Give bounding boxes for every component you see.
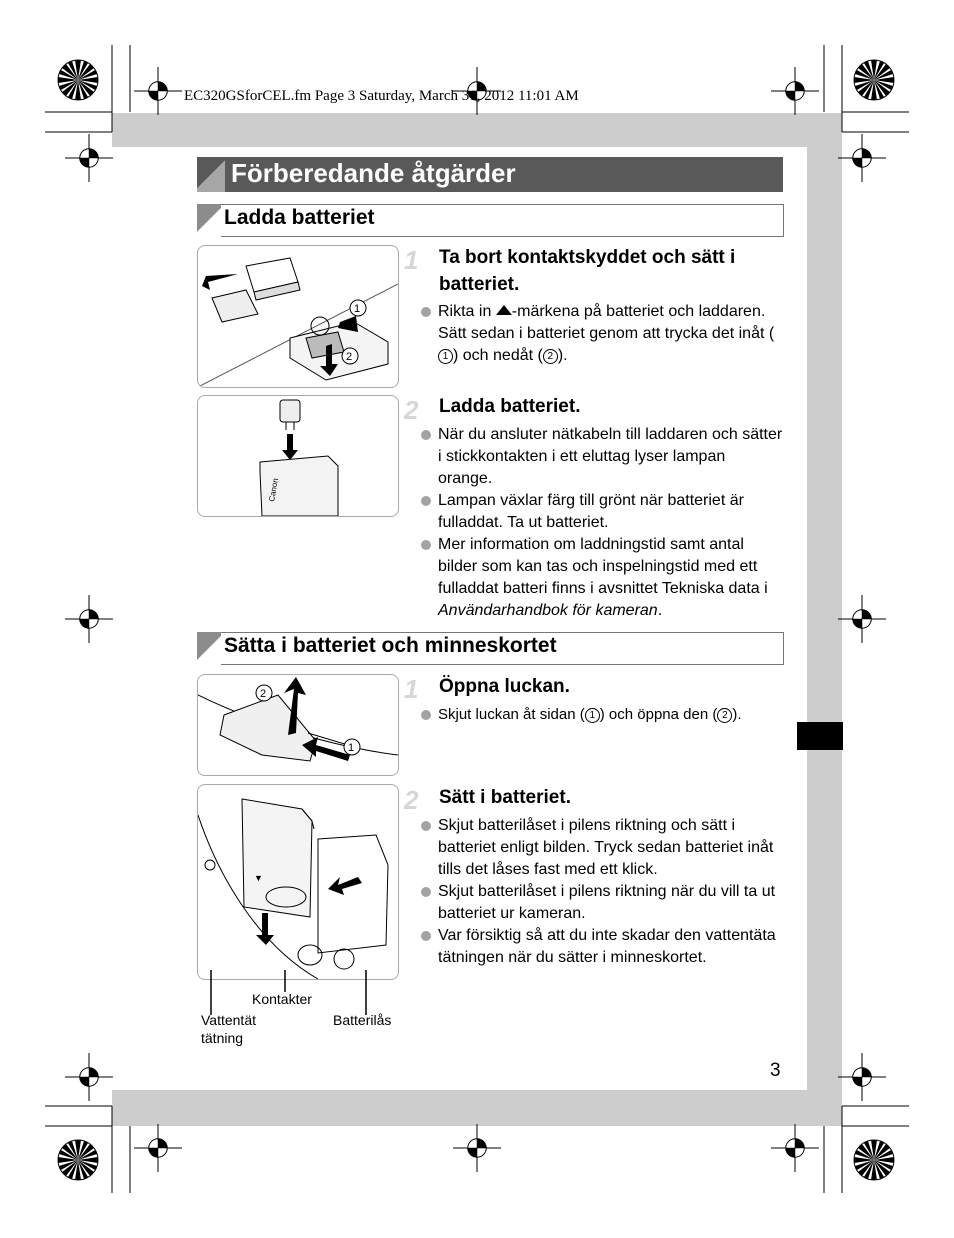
- step-title: Sätt i batteriet.: [439, 787, 571, 808]
- bullet-item: Skjut batterilåset i pilens riktning och sätt i batteriet enligt bilden. Tryck sedan batteriet inåt tills det låses fast med ett klick.: [421, 815, 783, 881]
- bullet-item: Skjut luckan åt sidan ( 1 ) och öppna den ( 2 ).: [421, 704, 791, 726]
- section-heading-satta: [197, 632, 784, 665]
- step-bullets: [421, 815, 783, 969]
- figure-insert-battery: [197, 784, 399, 980]
- bullet-item: Mer information om laddningstid samt antal bilder som kan tas och inspelningstid med ett fulladdat batteri finns i avsnittet Tekniska data i Användarhandbok för kameran.: [421, 534, 783, 622]
- bullet-item: Skjut batterilåset i pilens riktning när du vill ta ut batteriet ur kameran.: [421, 881, 783, 925]
- circled-two: 2: [717, 708, 732, 723]
- step-number: 2: [404, 785, 419, 815]
- chapter-tab: [797, 722, 843, 750]
- file-header: EC320GSforCEL.fm Page 3 Saturday, March 31, 2012 11:01 AM: [184, 88, 579, 104]
- step-number: 1: [404, 674, 419, 704]
- section-title: Sätta i batteriet och minneskortet: [224, 634, 557, 657]
- battery-insert-illustration: [198, 785, 398, 979]
- svg-text:2: 2: [346, 351, 353, 363]
- page-title: Förberedande åtgärder: [231, 158, 516, 188]
- svg-text:1: 1: [348, 742, 355, 754]
- step-bullets: [421, 301, 783, 367]
- svg-text:▼: ▼: [254, 873, 263, 883]
- svg-text:Canon: Canon: [267, 477, 281, 503]
- charger-illustration: [198, 246, 398, 387]
- section-heading-ladda: [197, 204, 784, 237]
- step-title: Öppna luckan.: [439, 676, 570, 697]
- page-title-bar: [197, 157, 783, 192]
- step-number: 1: [404, 245, 419, 275]
- bullet-item: Var försiktig så att du inte skadar den vattentäta tätningen när du sätter i minneskortet.: [421, 925, 783, 969]
- section-corner-triangle: [197, 204, 221, 237]
- label-seal-line1: Vattentät: [201, 1012, 257, 1028]
- plug-illustration: [198, 396, 398, 516]
- page-number: 3: [770, 1060, 781, 1081]
- step-bullets: [421, 424, 783, 622]
- triangle-up-icon: [496, 305, 512, 315]
- bullet-item: Rikta in -märkena på batteriet och laddaren. Sätt sedan i batteriet genom att trycka det inåt (1 ) och nedåt ( 2 ).: [421, 301, 783, 367]
- circled-two: 2: [543, 349, 558, 364]
- bullet-item: När du ansluter nätkabeln till laddaren och sätter i stickkontakten i ett eluttag lyser lampan orange.: [421, 424, 783, 490]
- label-seal-line2: tätning: [201, 1030, 244, 1046]
- title-corner-triangle: [197, 157, 225, 192]
- figure-charger-plug: [197, 395, 399, 517]
- step-number: 2: [404, 395, 419, 425]
- section-title: Ladda batteriet: [224, 206, 375, 229]
- circled-one: 1: [438, 349, 453, 364]
- section-corner-triangle: [197, 632, 221, 665]
- bullet-item: Lampan växlar färg till grönt när batteriet är fulladdat. Ta ut batteriet.: [421, 490, 783, 534]
- circled-one: 1: [585, 708, 600, 723]
- step-bullets: [421, 704, 791, 726]
- cover-illustration: [198, 675, 398, 775]
- figure-open-cover: [197, 674, 399, 776]
- label-lock: Batterilås: [333, 1012, 392, 1028]
- svg-text:1: 1: [354, 303, 361, 315]
- figure-battery-charger: [197, 245, 399, 388]
- step-title: Ladda batteriet.: [439, 396, 581, 417]
- label-contacts: Kontakter: [252, 991, 312, 1007]
- step-title: Ta bort kontaktskyddet och sätt i batteriet.: [439, 247, 736, 295]
- svg-text:2: 2: [260, 688, 267, 700]
